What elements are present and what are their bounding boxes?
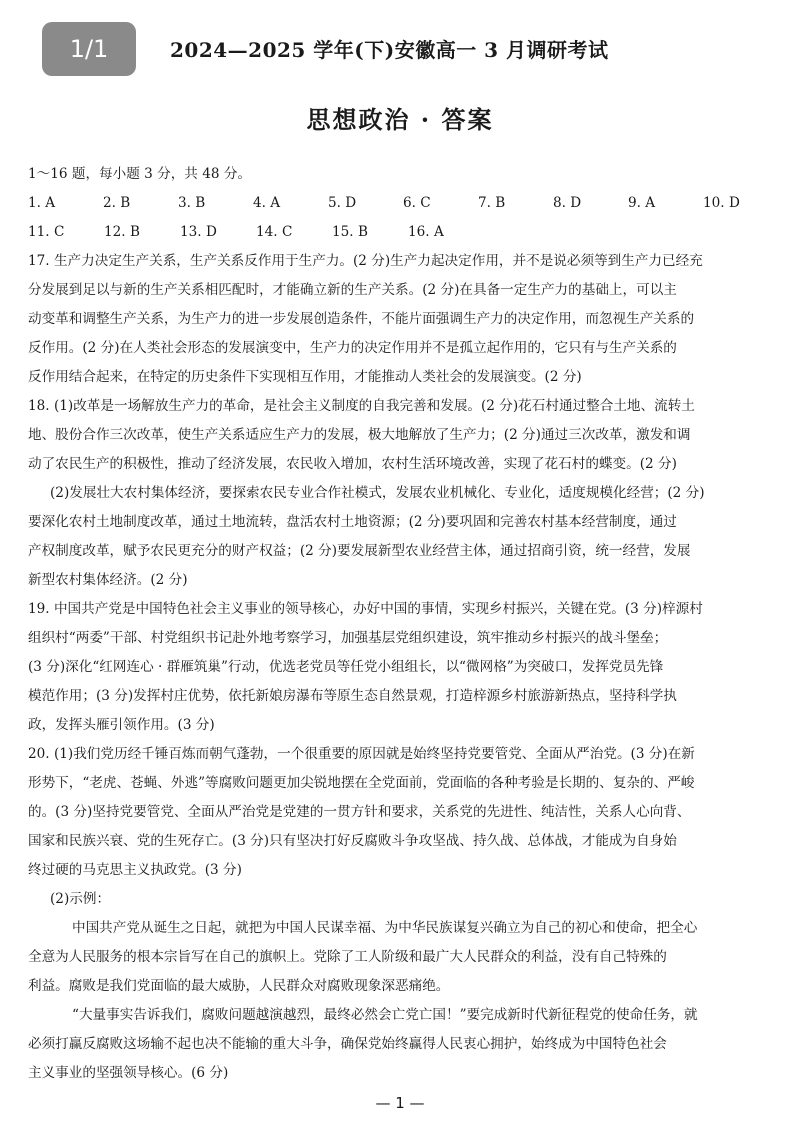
- text-line: 终过硬的马克思主义执政党。(3 分): [28, 862, 242, 878]
- answer-item: 16. A: [408, 224, 444, 240]
- answer-item: 7. B: [478, 195, 506, 211]
- answer-item: 13. D: [180, 224, 217, 240]
- text-line: 政，发挥头雁引领作用。(3 分): [28, 717, 215, 733]
- answer-item: 9. A: [628, 195, 656, 211]
- answer-item: 6. C: [403, 195, 431, 211]
- answer-item: 5. D: [328, 195, 357, 211]
- answer-item: 11. C: [28, 224, 65, 240]
- text-line: “大量事实告诉我们，腐败问题越演越烈，最终必然会亡党亡国！”要完成新时代新征程党的使命任务，就: [72, 1007, 698, 1023]
- answer-item: 3. B: [178, 195, 206, 211]
- answer-row-2: [28, 218, 780, 247]
- text-line: 地、股份合作三次改革，使生产关系适应生产力的发展，极大地解放了生产力；(2 分)通过三次改革，激发和调: [28, 427, 691, 443]
- answer-row-1: [28, 189, 780, 218]
- text-line: 19. 中国共产党是中国特色社会主义事业的领导核心，办好中国的事情，实现乡村振兴，关键在党。(3 分)梓源村: [28, 601, 703, 617]
- question-17: [28, 247, 780, 392]
- answer-item: 14. C: [256, 224, 293, 240]
- text-line: 中国共产党从诞生之日起，就把为中国人民谋幸福、为中华民族谋复兴确立为自己的初心和使命，把全心: [72, 920, 698, 936]
- question-20: [28, 740, 780, 1088]
- answer-item: 8. D: [553, 195, 582, 211]
- text-line: 反作用。(2 分)在人类社会形态的发展演变中，生产力的决定作用并不是孤立起作用的，它只有与生产关系的: [28, 340, 677, 356]
- text-line: 利益。腐败是我们党面临的最大威胁，人民群众对腐败现象深恶痛绝。: [28, 978, 450, 994]
- text-line: 新型农村集体经济。(2 分): [28, 572, 188, 588]
- text-line: (2)示例：: [50, 891, 111, 907]
- text-line: 产权制度改革，赋予农民更充分的财产权益；(2 分)要发展新型农业经营主体，通过招商引资，统一经营，发展: [28, 543, 691, 559]
- text-line: 动变革和调整生产关系，为生产力的进一步发展创造条件，不能片面强调生产力的决定作用，而忽视生产关系的: [28, 311, 695, 327]
- text-line: 必须打赢反腐败这场输不起也决不能输的重大斗争，确保党始终赢得人民衷心拥护，始终成为中国特色社会: [28, 1036, 667, 1052]
- text-line: 17. 生产力决定生产关系，生产关系反作用于生产力。(2 分)生产力起决定作用，并不是说必须等到生产力已经充: [28, 253, 703, 269]
- answer-item: 2. B: [103, 195, 131, 211]
- text-line: 模范作用；(3 分)发挥村庄优势，依托新娘房瀑布等原生态自然景观，打造梓源乡村旅游新热点，坚持科学执: [28, 688, 677, 704]
- text-line: (3 分)深化“红网连心 · 群雁筑巢”行动，优选老党员等任党小组组长，以“微网格”为突破口，发挥党员先锋: [28, 659, 664, 675]
- answer-item: 10. D: [703, 195, 740, 211]
- text-line: 组织村“两委”干部、村党组织书记赴外地考察学习，加强基层党组织建设，筑牢推动乡村振兴的战斗堡垒；: [28, 630, 668, 646]
- text-line: 主义事业的坚强领导核心。(6 分): [28, 1065, 229, 1081]
- text-line: 形势下，“老虎、苍蝇、外逃”等腐败问题更加尖锐地摆在全党面前，党面临的各种考验是长期的、复杂的、严峻: [28, 775, 695, 791]
- text-line: 全意为人民服务的根本宗旨写在自己的旗帜上。党除了工人阶级和最广大人民群众的利益，没有自己特殊的: [28, 949, 667, 965]
- page-number: — 1 —: [375, 1094, 425, 1112]
- text-line: 反作用结合起来，在特定的历史条件下实现相互作用，才能推动人类社会的发展演变。(2 分): [28, 369, 582, 385]
- answer-item: 1. A: [28, 195, 56, 211]
- page-badge: 1/1: [42, 22, 136, 76]
- question-19: [28, 595, 780, 740]
- answer-item: 12. B: [104, 224, 140, 240]
- text-line: 的。(3 分)坚持党要管党、全面从严治党是党建的一贯方针和要求，关系党的先进性、纯洁性，关系人心向背、: [28, 804, 691, 820]
- text-line: 国家和民族兴衰、党的生死存亡。(3 分)只有坚决打好反腐败斗争攻坚战、持久战、总体战，才能成为自身始: [28, 833, 677, 849]
- intro-line: 1～16 题，每小题 3 分，共 48 分。: [28, 166, 252, 182]
- text-line: 动了农民生产的积极性，推动了经济发展，农民收入增加，农村生活环境改善，实现了花石村的蝶变。(2 分): [28, 456, 677, 472]
- text-line: (2)发展壮大农村集体经济，要探索农民专业合作社模式，发展农业机械化、专业化，适度规模化经营；(2 分): [50, 485, 705, 501]
- question-18: [28, 392, 780, 595]
- answer-item: 4. A: [253, 195, 281, 211]
- text-line: 分发展到足以与新的生产关系相匹配时，才能确立新的生产关系。(2 分)在具备一定生产力的基础上，可以主: [28, 282, 677, 298]
- answer-content: [28, 160, 780, 1088]
- answer-item: 15. B: [332, 224, 368, 240]
- text-line: 20. (1)我们党历经千锤百炼而朝气蓬勃，一个很重要的原因就是始终坚持党要管党、全面从严治党。(3 分)在新: [28, 746, 695, 762]
- text-line: 18. (1)改革是一场解放生产力的革命，是社会主义制度的自我完善和发展。(2 分)花石村通过整合土地、流转土: [28, 398, 695, 414]
- text-line: 要深化农村土地制度改革，通过土地流转，盘活农村土地资源；(2 分)要巩固和完善农村基本经营制度，通过: [28, 514, 677, 530]
- exam-title: 2024—2025 学年(下)安徽高一 3 月调研考试: [170, 38, 609, 62]
- page-subtitle: 思想政治 · 答案: [306, 105, 494, 134]
